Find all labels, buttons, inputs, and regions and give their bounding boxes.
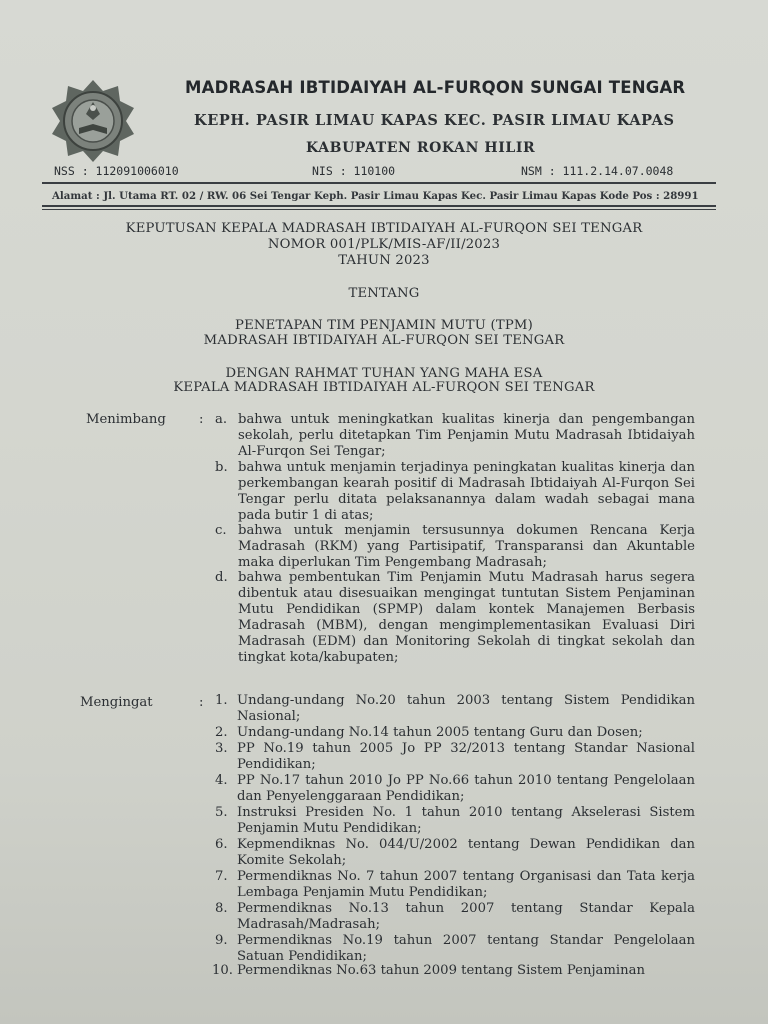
letterhead-divider-double (42, 205, 716, 207)
rahmat-line: DENGAN RAHMAT TUHAN YANG MAHA ESA (225, 366, 543, 381)
decree-year: TAHUN 2023 (338, 253, 430, 268)
list-item: 9. Permendiknas No.19 tahun 2007 tentang Standar Pengelolaan Satuan Pendidikan; (215, 933, 695, 964)
list-item: 2. Undang-undang No.14 tahun 2005 tentang Guru dan Dosen; (215, 725, 643, 740)
list-item: 10. Permendiknas No.63 tahun 2009 tentang Sistem Penjaminan (212, 963, 645, 978)
nsm-code: NSM : 111.2.14.07.0048 (521, 164, 674, 178)
nis-code: NIS : 110100 (312, 164, 396, 178)
list-item: 5. Instruksi Presiden No. 1 tahun 2010 tentang Akselerasi Sistem Penjamin Mutu Pendidikan; (215, 805, 695, 836)
decree-number: NOMOR 001/PLK/MIS-AF/II/2023 (267, 237, 501, 252)
address-line: KEPH. PASIR LIMAU KAPAS KEC. PASIR LIMAU KAPAS (194, 112, 675, 129)
kepala-line: KEPALA MADRASAH IBTIDAIYAH AL-FURQON SEI TENGAR (173, 380, 595, 395)
menimbang-label: Menimbang (86, 412, 166, 427)
mengingat-colon: : (199, 695, 204, 710)
decree-subject-school: MADRASAH IBTIDAIYAH AL-FURQON SEI TENGAR (203, 333, 565, 348)
list-item: 6. Kepmendiknas No. 044/U/2002 tentang Dewan Pendidikan dan Komite Sekolah; (215, 837, 695, 868)
list-item: 7. Permendiknas No. 7 tahun 2007 tentang Organisasi dan Tata kerja Lembaga Penjamin Mutu Pendidikan; (215, 869, 695, 900)
decree-subject: PENETAPAN TIM PENJAMIN MUTU (TPM) (235, 318, 533, 333)
tentang-heading: TENTANG (348, 286, 420, 301)
school-name: MADRASAH IBTIDAIYAH AL-FURQON SUNGAI TENGAR (185, 78, 686, 97)
address-full: Alamat : Jl. Utama RT. 02 / RW. 06 Sei Tengar Keph. Pasir Limau Kapas Kec. Pasir Limau Kapas Kode Pos : 28991 (52, 190, 699, 202)
decree-title: KEPUTUSAN KEPALA MADRASAH IBTIDAIYAH AL-FURQON SEI TENGAR (125, 221, 643, 236)
list-item: b. bahwa untuk menjamin terjadinya peningkatan kualitas kinerja dan perkembangan kearah positif di Madrasah Ibtidaiyah Al-Furqon Sei Tengar perlu ditata pelaksanannya dalam wadah sebagai mana pada butir 1 di atas; (215, 460, 695, 523)
list-item: d. bahwa pembentukan Tim Penjamin Mutu Madrasah harus segera dibentuk atau disesuaikan mengingat tuntutan Sistem Penjaminan Mutu Pendidikan (SPMP) dalam kontek Manajemen Berbasis Madrasah (MBM), dengan mengimplementasikan Evaluasi Diri Madrasah (EDM) dan Monitoring Sekolah di tingkat sekolah dan tingkat kota/kabupaten; (215, 570, 695, 665)
school-logo-icon (50, 78, 136, 164)
list-item: 3. PP No.19 tahun 2005 Jo PP 32/2013 tentang Standar Nasional Pendidikan; (215, 741, 695, 772)
list-item: a. bahwa untuk meningkatkan kualitas kinerja dan pengembangan sekolah, perlu ditetapkan Tim Penjamin Mutu Madrasah Ibtidaiyah Al-Furqon Sei Tengar; (215, 412, 695, 459)
letterhead-divider (42, 182, 716, 184)
menimbang-colon: : (199, 412, 204, 427)
letterhead-divider-thin (42, 209, 716, 210)
mengingat-label: Mengingat (80, 695, 153, 710)
nss-code: NSS : 112091006010 (54, 164, 179, 178)
list-item: 8. Permendiknas No.13 tahun 2007 tentang Standar Kepala Madrasah/Madrasah; (215, 901, 695, 932)
list-item: 1. Undang-undang No.20 tahun 2003 tentang Sistem Pendidikan Nasional; (215, 693, 695, 724)
list-item: c. bahwa untuk menjamin tersusunnya dokumen Rencana Kerja Madrasah (RKM) yang Partisipatif, Transparansi dan Akuntable maka diperlukan Tim Pengembang Madrasah; (215, 523, 695, 570)
list-item: 4. PP No.17 tahun 2010 Jo PP No.66 tahun 2010 tentang Pengelolaan dan Penyelenggaraan Pendidikan; (215, 773, 695, 804)
district-line: KABUPATEN ROKAN HILIR (306, 140, 536, 156)
